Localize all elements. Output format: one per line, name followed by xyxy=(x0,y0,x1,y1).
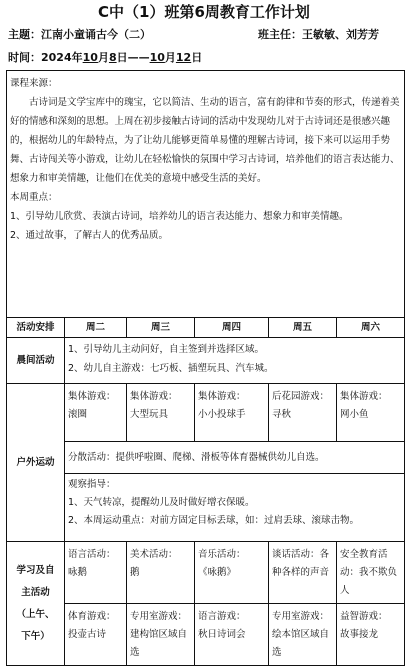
header-day-sat: 周六 xyxy=(337,318,405,338)
outdoor-game-thu xyxy=(195,384,269,442)
time-day-unit: 日 xyxy=(191,51,203,64)
activity-label: 安全教育活动：我不欺负人 xyxy=(340,549,398,596)
background-text: 古诗词是文学宝库中的瑰宝，它以简洁、生动的语言，富有韵律和节奏的形式，传递着美好的情感和深刻的思想。上周在初步接触古诗词的活动中发现幼儿对于古诗词还是很感兴趣的，根据幼儿的年龄特点，为了让幼儿能够更简单易懂的理解古诗词，接下来可以运用手势舞、古诗闯关等小游戏，让幼儿在轻松愉快的氛围中学习古诗词，培养他们的语言表达能力、想象力和审美情趣，让他们在优美的意境中感受生活的美好。 xyxy=(10,97,400,184)
activity-label: 益智游戏： xyxy=(340,611,388,622)
study-am-wed xyxy=(127,542,195,604)
time-separator: 日—— xyxy=(116,51,150,64)
game-label: 后花园游戏： xyxy=(272,391,330,402)
header-day-tue: 周二 xyxy=(65,318,127,338)
study-am-fri xyxy=(269,542,337,604)
game-label: 集体游戏： xyxy=(340,391,388,402)
study-label-1: 学习及自 xyxy=(16,564,55,576)
activity-label: 谈话活动：各种各样的声音 xyxy=(272,549,330,578)
time-line xyxy=(8,51,202,65)
theme-line xyxy=(8,28,151,42)
theme-value: 江南小童诵古今（二） xyxy=(41,28,151,41)
time-year: 2024年 xyxy=(41,51,83,64)
page-title: C中（1）班第6周教育工作计划 xyxy=(98,3,310,21)
focus-item-2: 2、通过故事，了解古人的优秀品质。 xyxy=(10,230,169,241)
outdoor-guide xyxy=(65,474,405,542)
intro-cell xyxy=(7,71,405,318)
time-end-month: 10 xyxy=(149,51,165,64)
focus-item-1: 1、引导幼儿欣赏、表演古诗词，培养幼儿的语言表达能力、想象力和审美情趣。 xyxy=(10,211,349,222)
study-label-2: 主活动 xyxy=(21,586,50,598)
morning-line-2: 2、幼儿自主游戏：七巧板、插塑玩具、汽车城。 xyxy=(68,363,274,374)
study-pm-sat xyxy=(337,604,405,666)
time-end-day: 12 xyxy=(175,51,192,64)
study-pm-wed xyxy=(127,604,195,666)
study-pm-thu xyxy=(195,604,269,666)
game-label: 集体游戏： xyxy=(68,391,116,402)
outdoor-label: 户外运动 xyxy=(7,384,65,542)
study-label-3: （上午、 xyxy=(16,608,55,620)
theme-label: 主题： xyxy=(8,28,41,41)
guide-item-2: 2、本周运动重点：对前方固定目标丢球，如：过肩丢球、滚球击物。 xyxy=(68,515,360,526)
activity-name: 投壶古诗 xyxy=(68,629,107,640)
outdoor-game-wed xyxy=(127,384,195,442)
study-pm-tue xyxy=(65,604,127,666)
time-start-day: 8 xyxy=(108,51,117,64)
outdoor-game-sat xyxy=(337,384,405,442)
game-label: 集体游戏： xyxy=(198,391,246,402)
activity-label: 专用室游戏：建构馆区域自选 xyxy=(130,611,188,658)
teacher-value: 王敏敏、刘芳芳 xyxy=(302,28,379,41)
game-name: 大型玩具 xyxy=(130,409,169,420)
study-label-4: 下午） xyxy=(21,630,50,642)
activity-label: 语言游戏： xyxy=(198,611,246,622)
teacher-label: 班主任： xyxy=(258,28,302,41)
time-month-unit: 月 xyxy=(97,51,109,64)
header-day-fri: 周五 xyxy=(269,318,337,338)
morning-content xyxy=(65,338,405,384)
game-name: 小小投球手 xyxy=(198,409,246,420)
time-month-unit-2: 月 xyxy=(164,51,176,64)
outdoor-scatter: 分散活动：提供呼啦圈、爬梯、滑板等体育器械供幼儿自选。 xyxy=(65,442,405,474)
activity-name: 《咏鹅》 xyxy=(198,567,237,578)
game-name: 滚圈 xyxy=(68,409,88,420)
activity-label: 语言活动： xyxy=(68,549,116,560)
study-pm-fri xyxy=(269,604,337,666)
activity-label: 美术活动： xyxy=(130,549,178,560)
header-day-wed: 周三 xyxy=(127,318,195,338)
activity-label: 专用室游戏：绘本馆区域自选 xyxy=(272,611,330,658)
activity-name: 鹅 xyxy=(130,567,140,578)
study-am-sat xyxy=(337,542,405,604)
teacher-line xyxy=(258,28,379,42)
game-name: 寻秋 xyxy=(272,409,292,420)
study-label xyxy=(7,542,65,666)
study-am-thu xyxy=(195,542,269,604)
header-activity: 活动安排 xyxy=(7,318,65,338)
guide-title: 观察指导： xyxy=(68,479,116,490)
outdoor-game-fri xyxy=(269,384,337,442)
background-title: 课程来源： xyxy=(10,78,58,89)
activity-name: 故事接龙 xyxy=(340,629,379,640)
game-name: 网小鱼 xyxy=(340,409,369,420)
activity-name: 秋日诗词会 xyxy=(198,629,246,640)
activity-name: 咏鹅 xyxy=(68,567,88,578)
header-day-thu: 周四 xyxy=(195,318,269,338)
time-start-month: 10 xyxy=(82,51,98,64)
plan-table xyxy=(6,70,405,666)
outdoor-game-tue xyxy=(65,384,127,442)
activity-label: 体育游戏： xyxy=(68,611,116,622)
activity-label: 音乐活动： xyxy=(198,549,246,560)
guide-item-1: 1、天气转凉，提醒幼儿及时做好增衣保暖。 xyxy=(68,497,255,508)
morning-label: 晨间活动 xyxy=(7,338,65,384)
study-am-tue xyxy=(65,542,127,604)
focus-title: 本周重点： xyxy=(10,192,58,203)
game-label: 集体游戏： xyxy=(130,391,178,402)
time-label: 时间： xyxy=(8,51,41,64)
morning-line-1: 1、引导幼儿主动问好，自主签到并选择区域。 xyxy=(68,344,265,355)
